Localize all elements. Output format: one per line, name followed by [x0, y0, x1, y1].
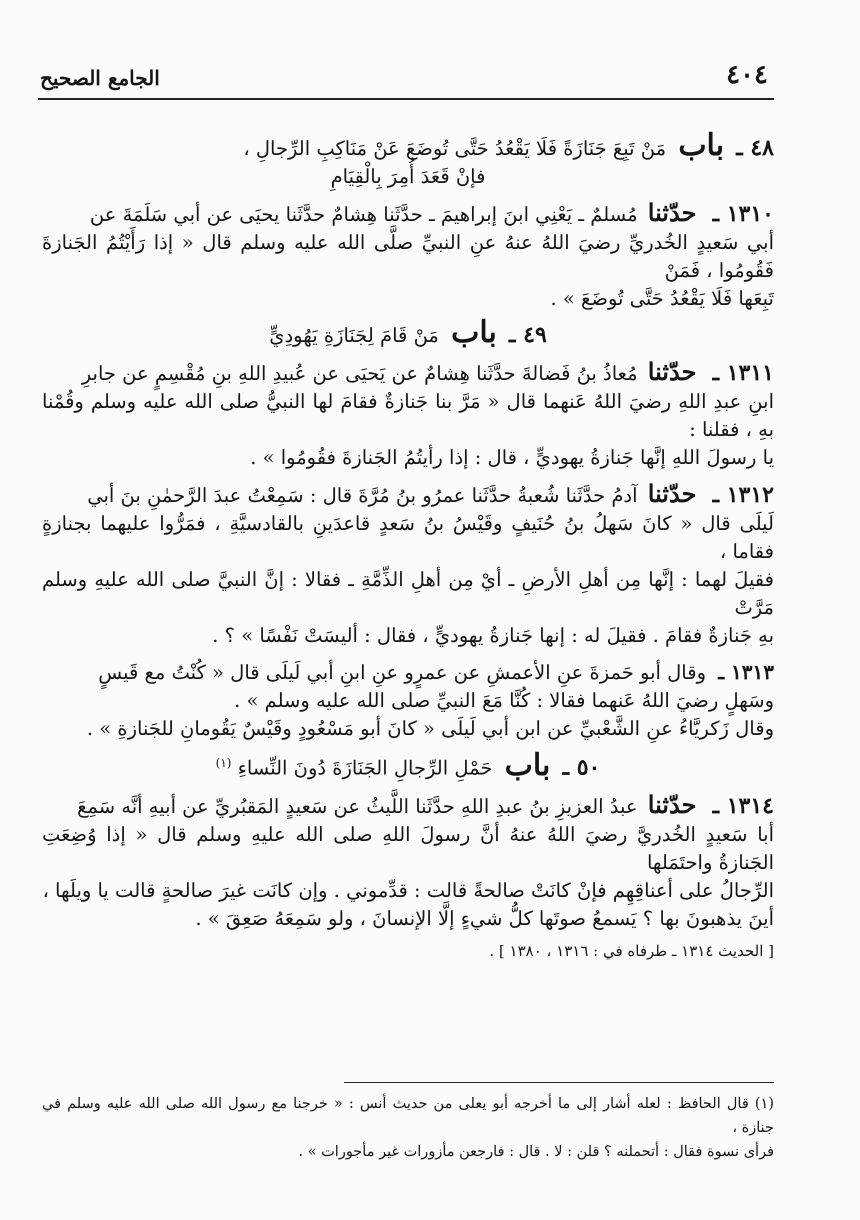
cross-reference: [ الحديث ١٣١٤ ـ طرفاه في : ١٣١٦ ، ١٣٨٠ ] .	[489, 941, 774, 960]
hadith-line: فقيلَ لهما : إنَّها مِن أهلِ الأرضِ ـ أيْ مِن أهلِ الذِّمَّةِ ـ فقالا : إنَّ النبيَّ صلى الله عليهِ وسلم مَرَّتْ	[42, 568, 774, 619]
footnote-line: (١) قال الحافظ : لعله أشار إلى ما أخرجه أبو يعلى من حديث أنس : « خرجنا مع رسول الله صلى الله عليه وسلم في جنازة ،	[42, 1096, 774, 1136]
hadith-line	[42, 791, 774, 821]
hadith-text: مُعاذُ بنُ فَضالةَ حدَّثَنا هِشامٌ عن يَحيَى عن عُبيدِ اللهِ بنِ مُقْسِمٍ عن جابرِ	[81, 362, 638, 385]
haddathana-word: حدّثنا	[647, 198, 697, 227]
hadith-line: ابنِ عبدِ اللهِ رضيَ اللهُ عَنهما قال « مَرَّ بنا جَنازةٌ فقامَ لها النبيُّ صلى الله عليه وسلم وقُمْنا بهِ ، فقلنا :	[42, 390, 774, 441]
hadith-line: بهِ جَنازةٌ فقامَ . فقيلَ له : إنها جَنازةُ يهوديٍّ ، فقال : أليسَتْ نَفْسًا » ؟ .	[212, 624, 774, 647]
footnote-marker: (١)	[215, 756, 232, 770]
hadith-line	[42, 199, 774, 229]
haddathana-word: حدّثنا	[647, 479, 697, 508]
chapter-number: ٤٨ ـ	[736, 135, 774, 161]
hadith-line: أبا سَعيدٍ الخُدريَّ رضيَ اللهُ عنهُ أنَّ رسولَ اللهِ صلى الله عليهِ وسلم قال « إذا وُضِعَتِ الجَنازةُ واحتَمَلها	[42, 822, 774, 874]
hadith-number: ١٣١٤ ـ	[712, 792, 774, 819]
hadith-text: مُسلمٌ ـ يَعْنِي ابنَ إبراهيمَ ـ حدَّثَنا هِشامٌ حدَّثَنا يحيَى عن أبي سَلَمَةَ عن	[89, 203, 638, 226]
hadith-number: ١٣١٠ ـ	[712, 201, 774, 227]
hadith-line: تَبِعَها فَلَا يَقْعُدُ حَتَّى تُوضَعَ » .	[550, 287, 774, 310]
book-title: الجامع الصحيح	[40, 66, 160, 90]
haddathana-word: حدّثنا	[647, 789, 697, 819]
hadith-line: يا رسولَ اللهِ إنَّها جَنازةُ يهوديٍّ ، قال : إذا رأيتُمُ الجَنازةَ فقُومُوا » .	[250, 446, 774, 469]
hadith-line	[42, 658, 774, 687]
chapter-heading	[42, 749, 774, 783]
hadith-line: وسَهلٍ رضيَ اللهُ عَنهما فقالا : كُنَّا مَعَ النبيِّ صلى الله عليه وسلم » .	[234, 689, 774, 712]
hadith-number: ١٣١١ ـ	[712, 360, 774, 386]
page-number: ٤٠٤	[726, 60, 768, 90]
hadith-line	[42, 480, 774, 510]
haddathana-word: حدّثنا	[647, 357, 697, 386]
hadith-line: لَيلَى قال « كانَ سَهلُ بنُ حُنَيفٍ وقَيْسُ بنُ سَعدٍ قاعدَينِ بالقادسيَّةِ ، فمَرُّوا عليهما بجنازةٍ فقاما ،	[42, 512, 774, 563]
footnote-rule	[344, 1082, 774, 1083]
chapter-label: باب	[678, 128, 725, 163]
hadith-text: آدمُ حدَّثَنا شُعبةُ حدَّثَنا عمرُو بنُ مُرَّةَ قال : سَمِعْتُ عبدَ الرَّحمٰنِ بنَ أبي	[87, 484, 638, 507]
main-text	[42, 126, 774, 965]
chapter-heading	[42, 315, 774, 350]
chapter-title-continued: فإنْ قَعَدَ أُمِرَ بِالْقِيَامِ	[330, 165, 486, 188]
header-rule	[38, 98, 774, 100]
chapter-heading	[42, 128, 774, 163]
hadith-line	[42, 358, 774, 388]
chapter-title: مَنْ قَامَ لِجَنَازَةِ يَهُودِيٍّ	[269, 324, 439, 347]
hadith-line: الرِّجالُ على أعناقِهِم فإنْ كانَتْ صالحةً قالت : قدِّموني . وإن كانَت غيرَ صالحةٍ قالت يا ويلَها ،	[42, 878, 774, 902]
chapter-label: باب	[451, 315, 497, 350]
hadith-number: ١٣١٣ ـ	[718, 660, 774, 684]
footnote	[42, 1092, 774, 1164]
hadith-line: وقال زَكريَّاءُ عنِ الشَّعْبيِّ عن ابن أبي لَيلَى « كانَ أبو مَسْعُودٍ وقَيْسٌ يَقُومانِ للجَنازةِ » .	[86, 717, 774, 740]
chapter-label: باب	[504, 747, 551, 783]
footnote-line: فرأى نسوة فقال : أتحملنه ؟ قلن : لا . قال : فارجعن مأزورات غير مأجورات » .	[298, 1144, 774, 1160]
chapter-number: ٥٠ ـ	[562, 754, 601, 781]
hadith-text: وقال أبو حَمزةَ عنِ الأعمشِ عن عمرٍو عنِ ابنِ أبي لَيلَى قال « كُنْتُ مع قَيسٍ	[98, 661, 706, 684]
hadith-line: أينَ يذهبونَ بها ؟ يَسمعُ صوتَها كلُّ شيءٍ إلَّا الإنسانَ ، ولو سَمِعَهُ صَعِقَ » .	[195, 906, 774, 930]
hadith-line: أبي سَعيدٍ الخُدريِّ رضيَ اللهُ عنهُ عنِ النبيِّ صلَّى الله عليه وسلم قال « إذا رَأَيْتُمُ الجَنازةَ فَقُومُوا ، فَمَنْ	[42, 231, 774, 282]
hadith-number: ١٣١٢ ـ	[712, 482, 774, 508]
chapter-number: ٤٩ ـ	[509, 322, 547, 348]
hadith-text: عبدُ العزيزِ بنُ عبدِ اللهِ حدَّثَنا اللَّيثُ عن سَعيدٍ المَقبُريِّ عن أبيهِ أنَّه سَمِعَ	[77, 794, 638, 818]
chapter-title: مَنْ تَبِعَ جَنَازَةً فَلَا يَقْعُدُ حَتَّى تُوضَعَ عَنْ مَنَاكِبِ الرِّجالِ ،	[243, 137, 667, 160]
chapter-title: حَمْلِ الرِّجالِ الجَنَازَةَ دُونَ النِّساءِ	[237, 756, 493, 780]
